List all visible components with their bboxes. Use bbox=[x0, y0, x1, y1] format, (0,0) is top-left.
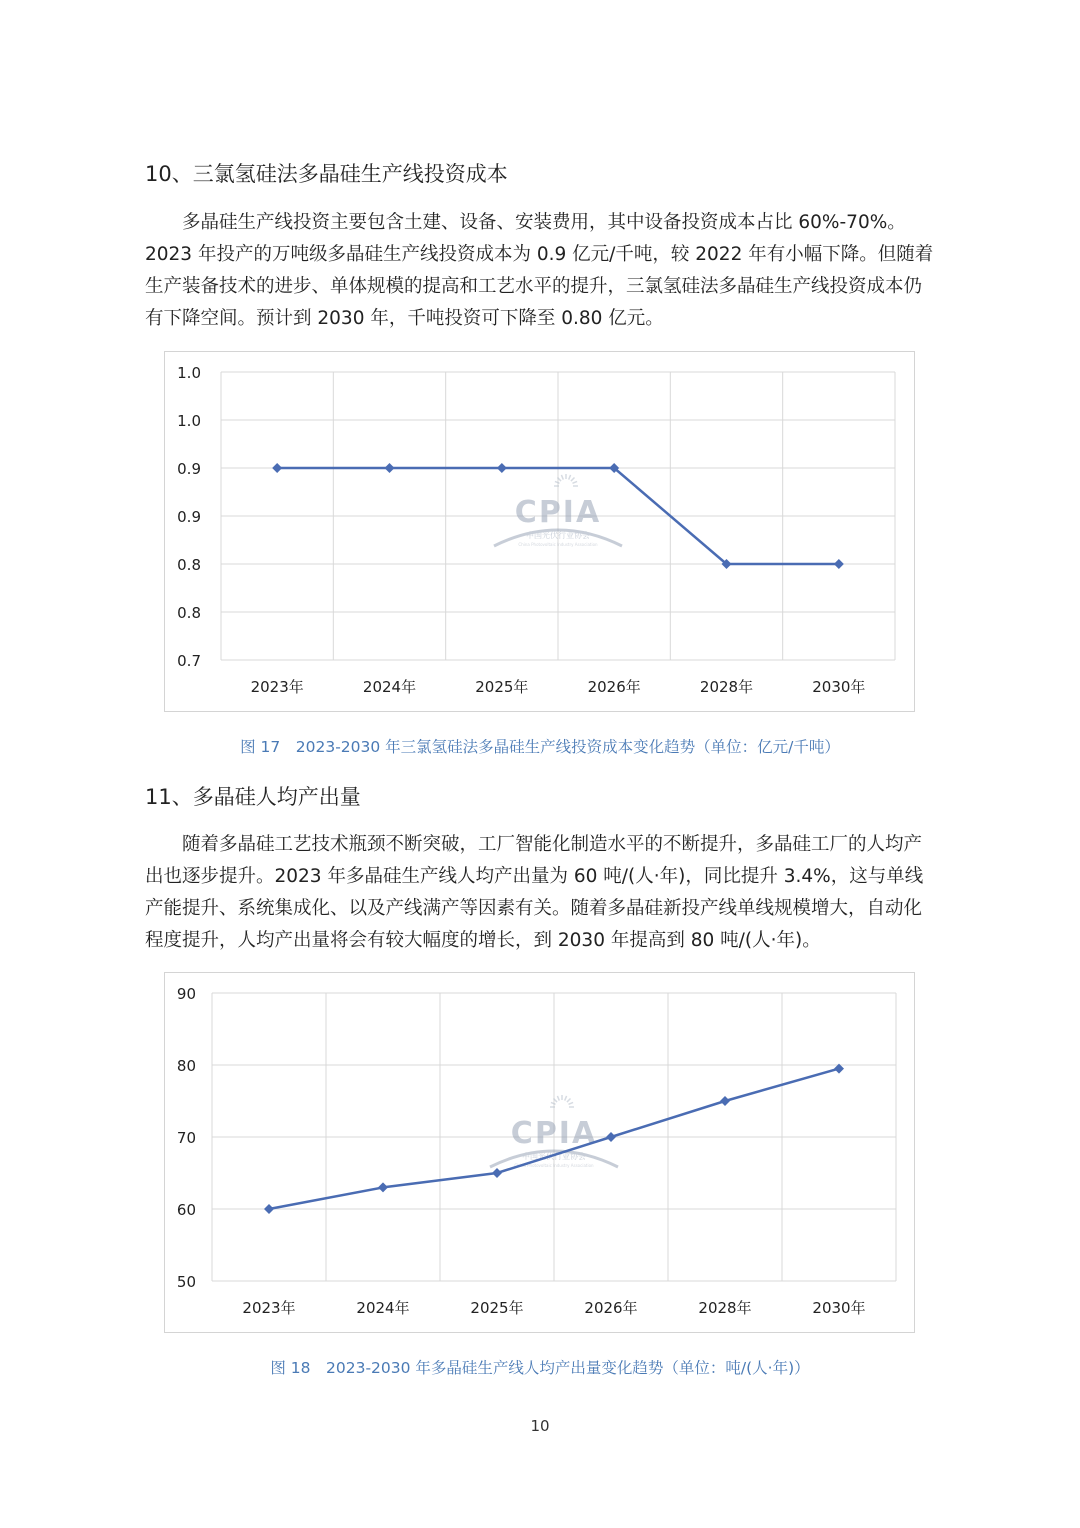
data-point-marker bbox=[492, 1168, 502, 1178]
x-category-label: 2025年 bbox=[475, 678, 529, 696]
x-category-label: 2023年 bbox=[242, 1299, 296, 1317]
y-tick-label: 60 bbox=[176, 1201, 196, 1219]
y-tick-label: 50 bbox=[176, 1273, 196, 1291]
y-tick-label: 0.8 bbox=[177, 604, 201, 622]
y-tick-label: 1.0 bbox=[177, 364, 201, 382]
section-10-paragraph-text: 多晶硅生产线投资主要包含土建、设备、安装费用，其中设备投资成本占比 60%-70%。2023 年投产的万吨级多晶硅生产线投资成本为 0.9 亿元/千吨，较 2022 年有小幅下降。但随着生产装备技术的进步、单体规模的提高和工艺水平的提升，三氯氢硅法多晶硅生产线投资成本仍有下降空间。预计到 2030 年，千吨投资可下降至 0.80 亿元。 bbox=[145, 212, 934, 329]
section-11-heading: 11、多晶硅人均产出量 bbox=[145, 785, 361, 809]
x-category-label: 2028年 bbox=[699, 678, 754, 696]
chart-17-frame bbox=[164, 351, 915, 712]
watermark-org-name-en: China Photovoltaic Industry Association bbox=[514, 1163, 594, 1168]
chart-17-investment-cost bbox=[165, 352, 914, 711]
watermark-org-name: 中国光伏行业协会 bbox=[522, 1152, 586, 1161]
x-category-label: 2030年 bbox=[812, 1299, 866, 1317]
x-category-label: 2025年 bbox=[470, 1299, 524, 1317]
data-point-marker bbox=[497, 463, 507, 473]
data-point-marker bbox=[720, 1096, 730, 1106]
y-tick-label: 0.7 bbox=[177, 652, 201, 670]
page-number: 10 bbox=[530, 1417, 550, 1435]
data-point-marker bbox=[378, 1182, 388, 1192]
watermark-logo-text: CPIA bbox=[510, 1116, 598, 1151]
x-category-label: 2023年 bbox=[250, 678, 304, 696]
watermark-logo-text: CPIA bbox=[514, 495, 602, 530]
x-category-label: 2028年 bbox=[698, 1299, 752, 1317]
data-point-marker bbox=[606, 1132, 616, 1142]
y-tick-label: 1.0 bbox=[177, 412, 201, 430]
y-tick-label: 70 bbox=[176, 1129, 196, 1147]
x-category-label: 2026年 bbox=[587, 678, 641, 696]
section-10-heading: 10、三氯氢硅法多晶硅生产线投资成本 bbox=[145, 162, 508, 186]
y-tick-label: 0.8 bbox=[177, 556, 201, 574]
watermark-org-name-en: China Photovoltaic Industry Association bbox=[518, 542, 598, 547]
data-point-marker bbox=[385, 463, 395, 473]
y-tick-label: 0.9 bbox=[177, 460, 201, 478]
data-point-marker bbox=[264, 1204, 274, 1214]
chart-18-output-per-capita bbox=[165, 973, 914, 1332]
section-11-paragraph bbox=[145, 829, 937, 957]
data-point-marker bbox=[272, 463, 282, 473]
x-category-label: 2030年 bbox=[812, 678, 866, 696]
figure-18-caption: 图 18 2023-2030 年多晶硅生产线人均产出量变化趋势（单位：吨/(人·年)） bbox=[270, 1359, 810, 1377]
x-category-label: 2024年 bbox=[356, 1299, 410, 1317]
watermark-org-name: 中国光伏行业协会 bbox=[526, 531, 590, 540]
y-tick-label: 0.9 bbox=[177, 508, 201, 526]
figure-17-caption: 图 17 2023-2030 年三氯氢硅法多晶硅生产线投资成本变化趋势（单位：亿元/千吨） bbox=[240, 738, 840, 756]
data-point-marker bbox=[834, 559, 844, 569]
chart-18-frame bbox=[164, 972, 915, 1333]
y-tick-label: 90 bbox=[176, 985, 196, 1003]
section-10-paragraph bbox=[145, 207, 937, 335]
y-tick-label: 80 bbox=[176, 1057, 196, 1075]
x-category-label: 2024年 bbox=[362, 678, 417, 696]
section-11-paragraph-text: 随着多晶硅工艺技术瓶颈不断突破，工厂智能化制造水平的不断提升，多晶硅工厂的人均产出也逐步提升。2023 年多晶硅生产线人均产出量为 60 吨/(人·年)，同比提升 3.4%，这与单线产能提升、系统集成化、以及产线满产等因素有关。随着多晶硅新投产线单线规模增大，自动化程度提升，人均产出量将会有较大幅度的增长，到 2030 年提高到 80 吨/(人·年)。 bbox=[145, 834, 924, 951]
x-category-label: 2026年 bbox=[584, 1299, 638, 1317]
